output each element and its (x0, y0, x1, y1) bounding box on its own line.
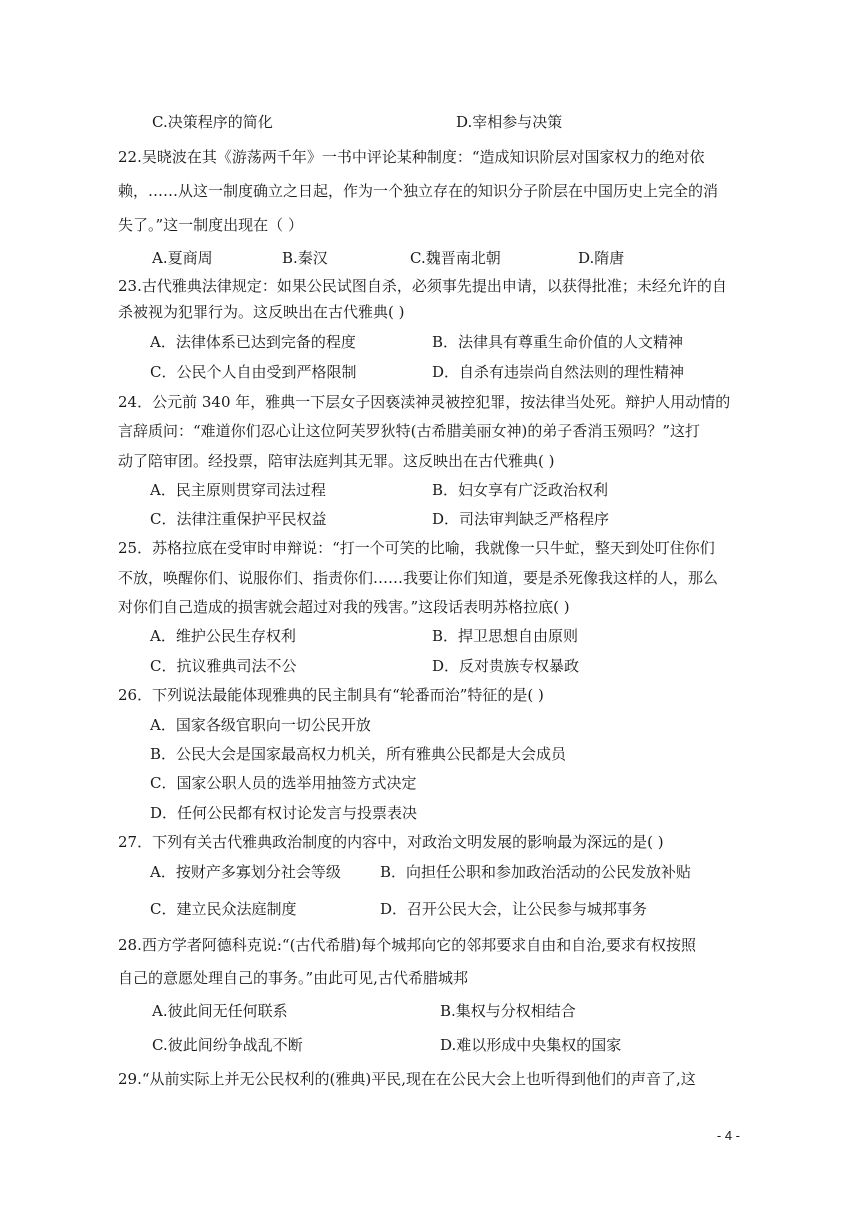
q25-option-c: C．抗议雅典司法不公 (150, 657, 297, 675)
q27-option-d: D．召开公民大会，让公民参与城邦事务 (380, 900, 648, 918)
q22-option-d: D.隋唐 (578, 249, 625, 267)
q22-stem-line-1: 22.吴晓波在其《游荡两千年》一书中评论某种制度：“造成知识阶层对国家权力的绝对依 (118, 148, 705, 166)
q27-stem-line-1: 27．下列有关古代雅典政治制度的内容中，对政治文明发展的影响最为深远的是( ) (118, 833, 664, 851)
q26-option-c: C．国家公职人员的选举用抽签方式决定 (150, 774, 417, 792)
q22-option-b: B.秦汉 (282, 249, 328, 267)
q23-stem-line-1: 23.古代雅典法律规定：如果公民试图自杀，必须事先提出申请，以获得批准；未经允许的自 (118, 277, 727, 295)
q21-option-c: C.决策程序的简化 (152, 113, 273, 131)
q21-option-d: D.宰相参与决策 (456, 113, 563, 131)
q28-option-d: D.难以形成中央集权的国家 (440, 1036, 622, 1054)
q26-option-a: A．国家各级官职向一切公民开放 (150, 716, 371, 734)
q25-stem-line-3: 对你们自己造成的损害就会超过对我的残害。”这段话表明苏格拉底( ) (118, 598, 570, 616)
q27-option-c: C．建立民众法庭制度 (150, 900, 297, 918)
q24-option-c: C．法律注重保护平民权益 (150, 510, 327, 528)
q26-option-d: D．任何公民都有权讨论发言与投票表决 (150, 804, 418, 822)
q25-option-d: D．反对贵族专权暴政 (432, 657, 580, 675)
q24-stem-line-2: 言辞质问：“难道你们忍心让这位阿芙罗狄特(古希腊美丽女神)的弟子香消玉殒吗？”这打 (118, 422, 701, 440)
q25-stem-line-1: 25．苏格拉底在受审时申辩说：“打一个可笑的比喻，我就像一只牛虻，整天到处叮住你们 (118, 539, 715, 557)
q22-option-a: A.夏商周 (152, 249, 213, 267)
q27-option-b: B．向担任公职和参加政治活动的公民发放补贴 (380, 863, 692, 881)
q25-option-b: B．捍卫思想自由原则 (432, 627, 579, 645)
q24-option-b: B．妇女享有广泛政治权利 (432, 481, 609, 499)
q26-stem-line-1: 26．下列说法最能体现雅典的民主制具有“轮番而治”特征的是( ) (118, 686, 544, 704)
q29-stem-line-1: 29.“从前实际上并无公民权利的(雅典)平民,现在在公民大会上也听得到他们的声音了,这 (118, 1070, 696, 1088)
q24-option-d: D．司法审判缺乏严格程序 (432, 510, 610, 528)
q22-stem-line-2: 赖，……从这一制度确立之日起，作为一个独立存在的知识分子阶层在中国历史上完全的消 (118, 182, 719, 200)
q22-option-c: C.魏晋南北朝 (410, 249, 501, 267)
page-number: - 4 - (716, 1128, 740, 1143)
q28-option-a: A.彼此间无任何联系 (152, 1002, 288, 1020)
q23-option-a: A．法律体系已达到完备的程度 (150, 333, 356, 351)
q23-stem-line-2: 杀被视为犯罪行为。这反映出在古代雅典( ) (118, 303, 405, 321)
q26-option-b: B．公民大会是国家最高权力机关，所有雅典公民都是大会成员 (150, 745, 567, 763)
q28-stem-line-2: 自己的意愿处理自己的事务。”由此可见,古代希腊城邦 (118, 969, 468, 987)
q27-option-a: A．按财产多寡划分社会等级 (150, 863, 341, 881)
q28-option-c: C.彼此间纷争战乱不断 (152, 1036, 303, 1054)
q25-option-a: A．维护公民生存权利 (150, 627, 296, 645)
q23-option-c: C．公民个人自由受到严格限制 (150, 363, 357, 381)
q28-option-b: B.集权与分权相结合 (440, 1002, 576, 1020)
q22-stem-line-3: 失了。”这一制度出现在（ ） (118, 216, 303, 234)
q24-stem-line-1: 24．公元前 340 年，雅典一下层女子因亵渎神灵被控犯罪，按法律当处死。辩护人用动情的 (118, 393, 731, 411)
q24-stem-line-3: 动了陪审团。经投票，陪审法庭判其无罪。这反映出在古代雅典( ) (118, 452, 555, 470)
q23-option-b: B．法律具有尊重生命价值的人文精神 (432, 333, 684, 351)
q24-option-a: A．民主原则贯穿司法过程 (150, 481, 326, 499)
q25-stem-line-2: 不放，唤醒你们、说服你们、指责你们……我要让你们知道，要是杀死像我这样的人，那么 (118, 569, 719, 587)
q28-stem-line-1: 28.西方学者阿德科克说:“(古代希腊)每个城邦向它的邻邦要求自由和自治,要求有权按照 (118, 936, 697, 954)
q23-option-d: D．自杀有违崇尚自然法则的理性精神 (432, 363, 685, 381)
